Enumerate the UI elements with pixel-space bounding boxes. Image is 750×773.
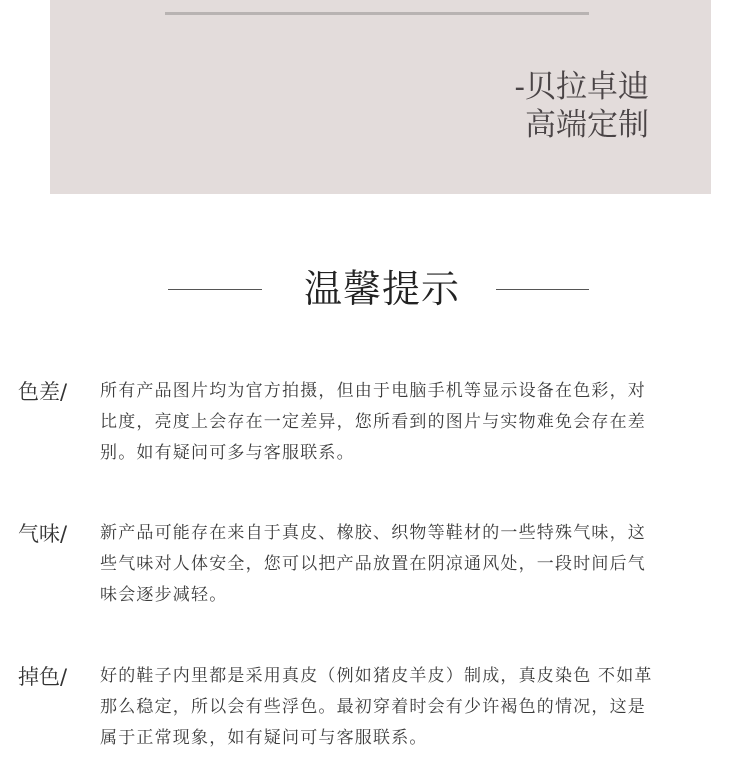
item-text-line: 些气味对人体安全，您可以把产品放置在阴凉通风处，一段时间后气 — [100, 554, 646, 574]
item-label: 掉色/ — [18, 665, 68, 689]
heading-rule-right — [496, 289, 589, 290]
item-text — [100, 518, 740, 611]
item-label: 色差/ — [18, 380, 68, 404]
notice-title: 温馨提示 — [303, 267, 460, 311]
heading-rule-left — [168, 289, 262, 290]
item-text-line: 好的鞋子内里都是采用真皮（例如猪皮羊皮）制成，真皮染色 不如革 — [100, 666, 653, 686]
item-text-line: 新产品可能存在来自于真皮、橡胶、织物等鞋材的一些特殊气味，这 — [100, 523, 646, 543]
item-text-line: 比度，亮度上会存在一定差异，您所看到的图片与实物难免会存在差 — [100, 412, 646, 432]
item-text — [100, 376, 740, 469]
item-text — [100, 661, 740, 754]
item-text-line: 所有产品图片均为官方拍摄，但由于电脑手机等显示设备在色彩，对 — [100, 381, 646, 401]
item-text-line: 味会逐步减轻。 — [100, 585, 228, 605]
item-text-line: 别。如有疑问可多与客服联系。 — [100, 443, 355, 463]
item-text-line: 那么稳定，所以会有些浮色。最初穿着时会有少许褐色的情况，这是 — [100, 697, 646, 717]
item-label: 气味/ — [18, 522, 68, 546]
item-text-line: 属于正常现象，如有疑问可与客服联系。 — [100, 728, 428, 748]
banner-divider — [165, 12, 589, 15]
brand-name: -贝拉卓迪 — [514, 69, 649, 105]
brand-banner — [50, 0, 711, 194]
brand-text — [515, 68, 649, 144]
brand-tagline: 高端定制 — [525, 107, 649, 143]
notice-heading — [0, 262, 750, 318]
